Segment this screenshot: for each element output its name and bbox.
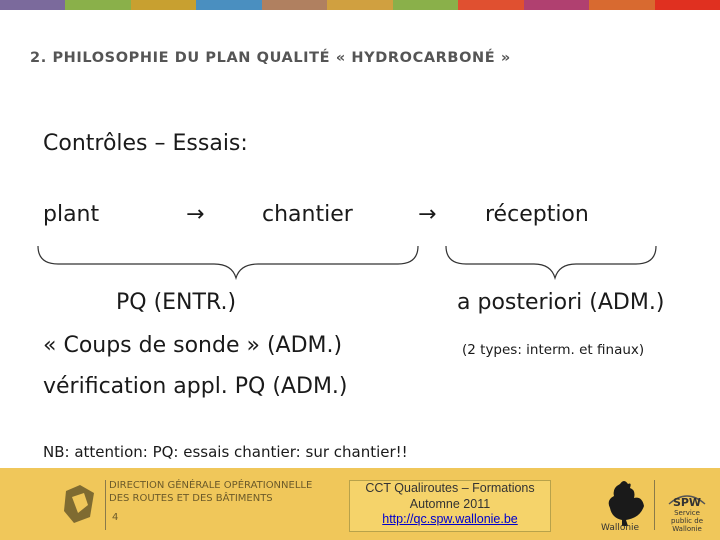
dgo-line: DIRECTION GÉNÉRALE OPÉRATIONNELLE <box>109 480 313 491</box>
nb-note: NB: attention: PQ: essais chantier: sur chantier!! <box>43 443 408 461</box>
cct-link[interactable]: http://qc.spw.wallonie.be <box>382 512 518 526</box>
left-group-line-1: PQ (ENTR.) <box>116 290 237 315</box>
slide-heading: 2. PHILOSOPHIE DU PLAN QUALITÉ « HYDROCARBONÉ » <box>30 50 511 66</box>
controls-title: Contrôles – Essais: <box>43 131 248 156</box>
right-group-line-1: a posteriori (ADM.) <box>457 290 665 315</box>
dgo-line: DES ROUTES ET DES BÂTIMENTS <box>109 493 273 504</box>
page-number: 4 <box>112 512 119 523</box>
dgo-text <box>109 479 312 518</box>
cct-line-1: CCT Qualiroutes – Formations <box>365 481 535 495</box>
right-brace <box>446 246 656 278</box>
footer-divider <box>654 480 655 530</box>
left-group-line-2: « Coups de sonde » (ADM.) <box>43 333 343 358</box>
flow-arrow-1: → <box>186 202 205 227</box>
flow-arrow-2: → <box>418 202 437 227</box>
left-brace <box>38 246 418 278</box>
cct-info-box <box>349 480 551 532</box>
spw-logo-text: SPW <box>672 496 702 509</box>
spw-subtitle: Service public de Wallonie <box>670 509 704 533</box>
flow-step-plant: plant <box>43 202 100 227</box>
wallonie-label: Wallonie <box>601 523 640 533</box>
left-group-line-3: vérification appl. PQ (ADM.) <box>43 374 348 399</box>
right-group-line-2: (2 types: interm. et finaux) <box>462 342 645 358</box>
flow-step-reception: réception <box>485 202 589 227</box>
flow-step-chantier: chantier <box>262 202 353 227</box>
dgo-logo-icon <box>60 483 98 525</box>
cct-line-2: Automne 2011 <box>409 496 491 511</box>
footer-divider <box>105 480 106 530</box>
